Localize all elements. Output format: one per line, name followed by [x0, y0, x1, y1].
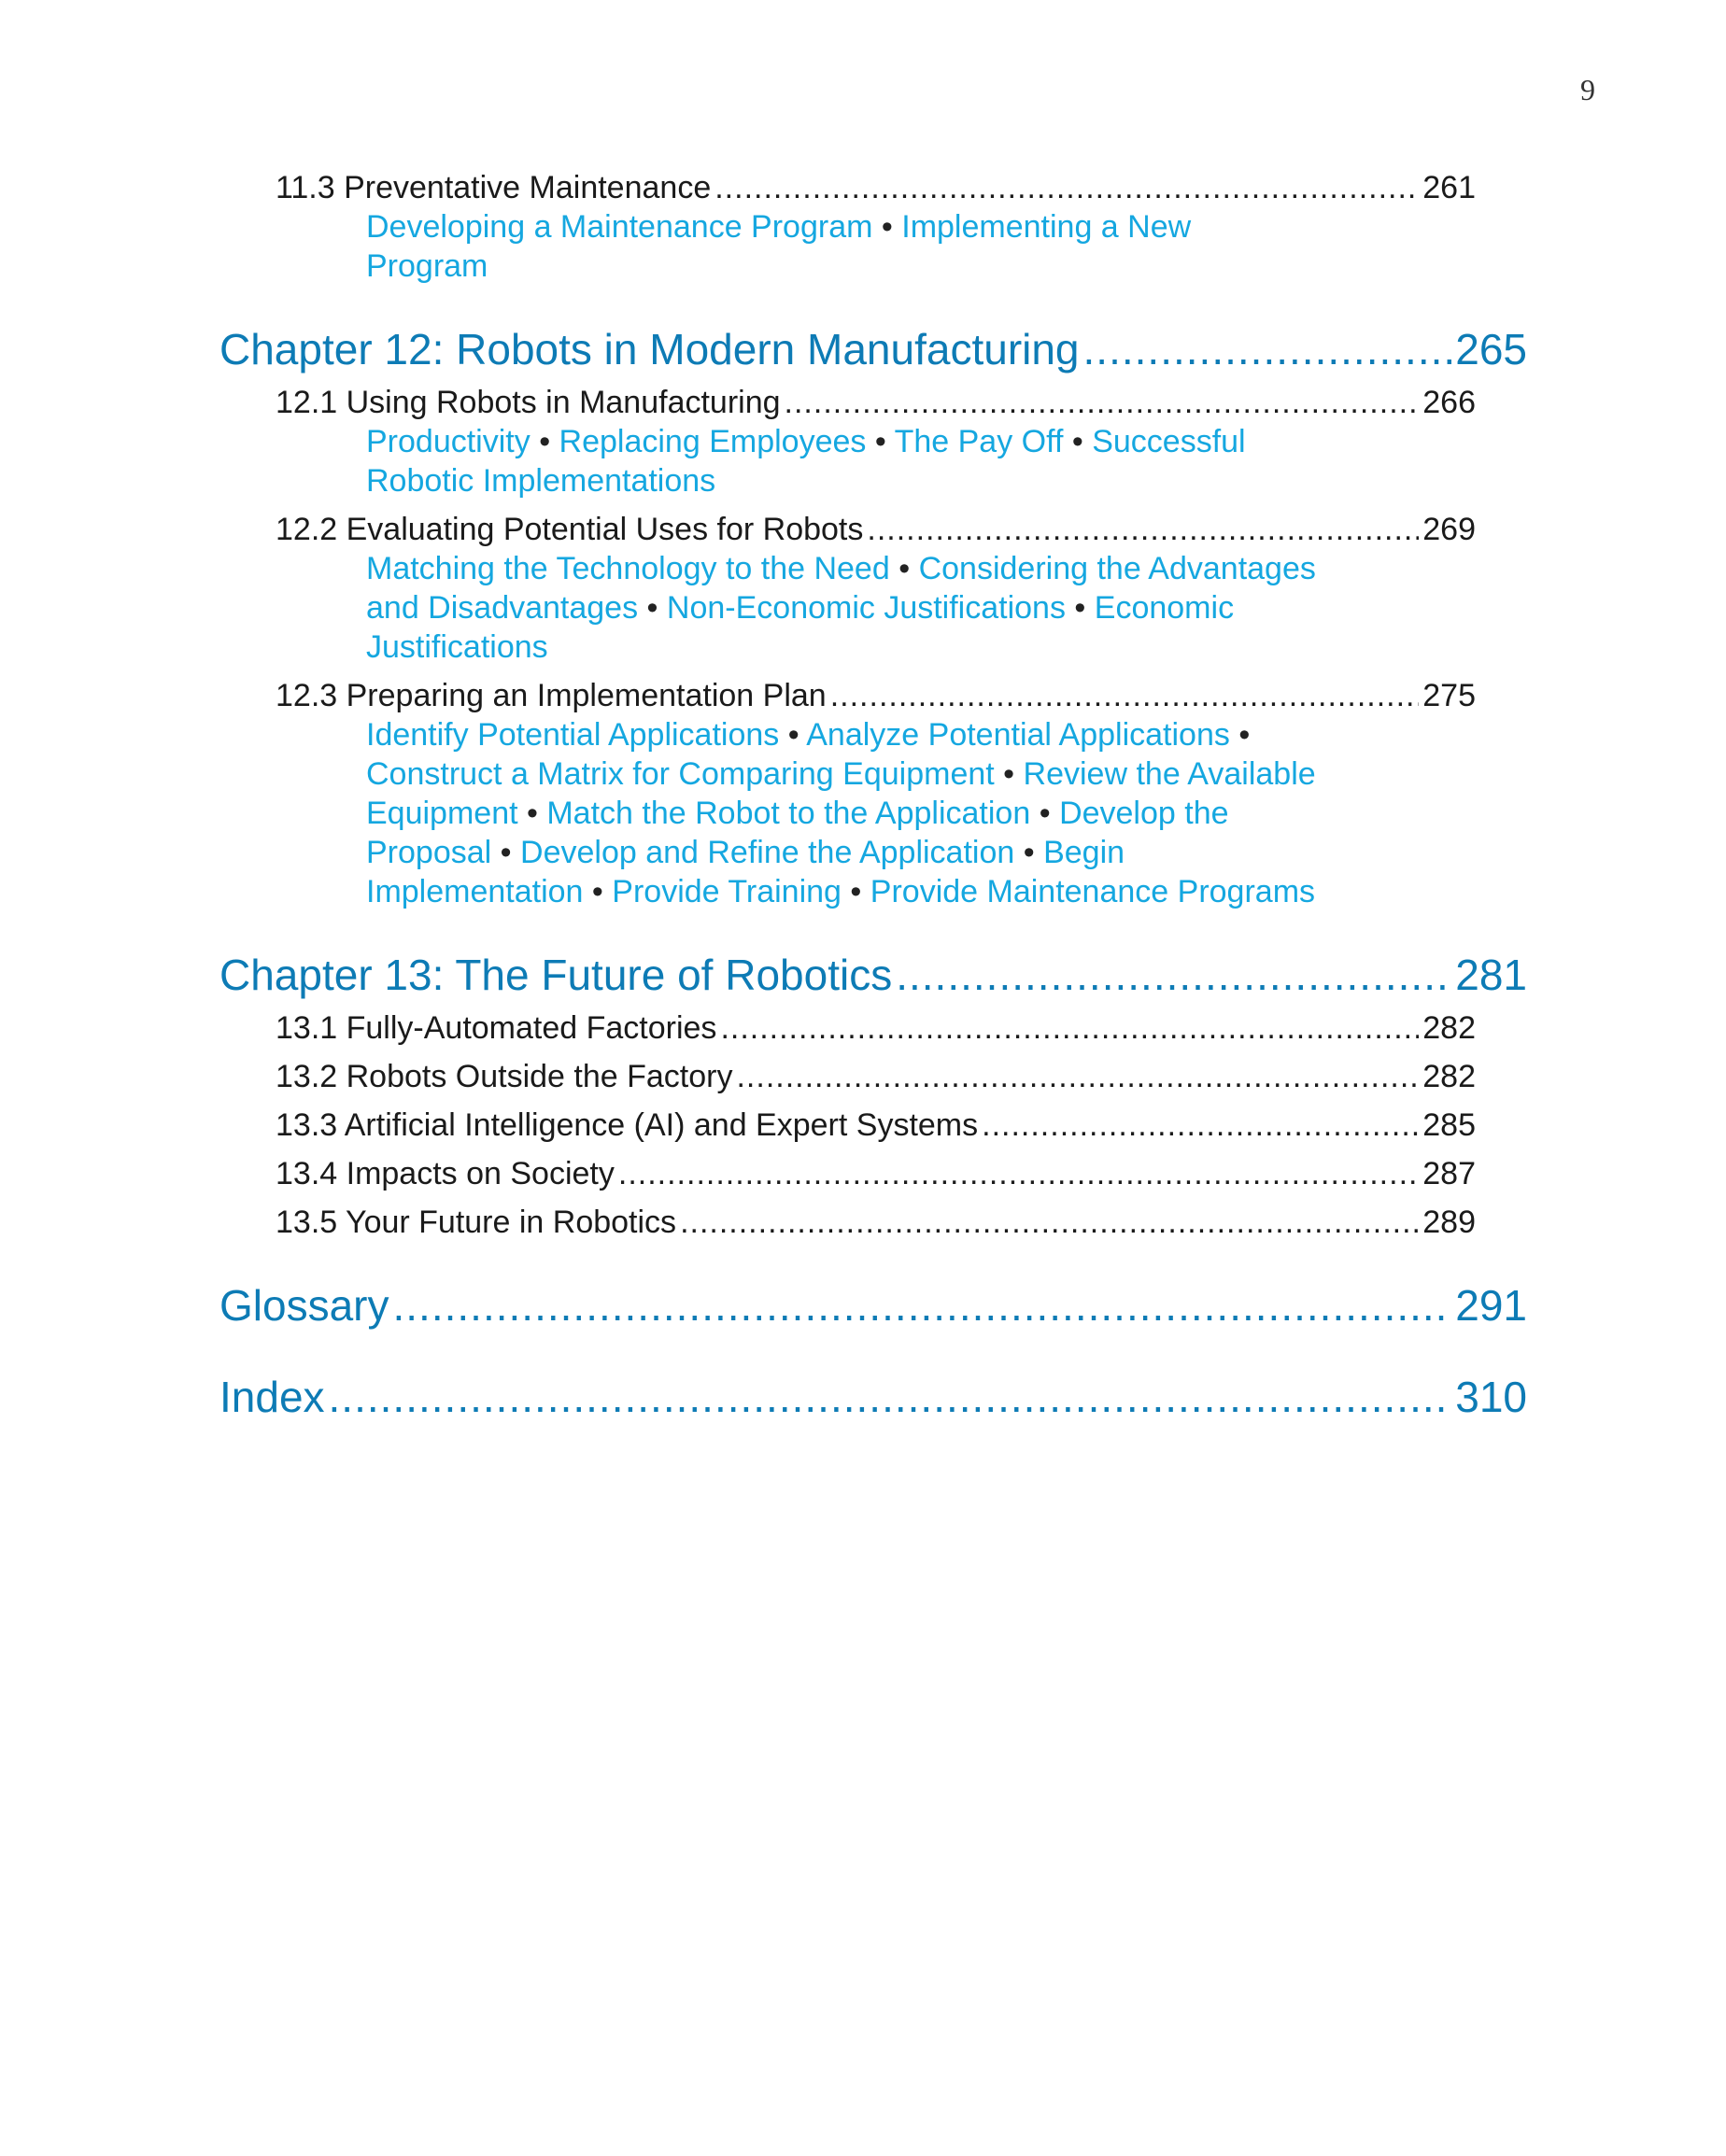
section-page: 275: [1422, 678, 1476, 713]
dot-leader: [392, 1277, 1451, 1333]
chapter-page: 291: [1455, 1281, 1527, 1330]
section-title: 13.4 Impacts on Society: [276, 1156, 615, 1191]
subtopic-list: Productivity • Replacing Employees • The Pay Off • Successful Robotic Implementations: [366, 424, 1246, 499]
subtopic[interactable]: Develop and Refine the Application: [520, 835, 1015, 870]
subtopic[interactable]: Construct a Matrix for Comparing Equipment: [366, 756, 995, 792]
subtopic[interactable]: Productivity: [366, 424, 531, 459]
toc-section-11-3[interactable]: [276, 168, 1476, 207]
subtopic[interactable]: Economic Justifications: [366, 590, 1235, 665]
toc-section-12-3[interactable]: [276, 676, 1476, 715]
toc-section-13-2[interactable]: [276, 1057, 1476, 1096]
subtopic[interactable]: Analyze Potential Applications: [806, 717, 1230, 753]
subtopic-list: Matching the Technology to the Need • Considering the Advantages and Disadvantages • Non-Economic Justifications • Economic Justifications: [366, 551, 1316, 665]
subtopic[interactable]: Matching the Technology to the Need: [366, 551, 890, 586]
chapter-title: Chapter 13: The Future of Robotics: [219, 951, 893, 999]
toc-chapter-13[interactable]: [219, 947, 1527, 1003]
subtopic-list: Identify Potential Applications • Analyze Potential Applications • Construct a Matrix for Comparing Equipment • Review the Available Equipment • Match the Robot to the Application • Develop the Proposal • Develop and Refine the Application • Begin Implementation • Provide Training • Provide Maintenance Programs: [366, 717, 1316, 909]
section-page: 282: [1422, 1010, 1476, 1046]
page-number: 9: [1580, 73, 1595, 106]
section-page: 269: [1422, 512, 1476, 547]
subtopic-list: Developing a Maintenance Program • Implementing a New Program: [366, 209, 1192, 284]
toc-section-12-1[interactable]: [276, 383, 1476, 422]
section-title: 12.1 Using Robots in Manufacturing: [276, 385, 781, 420]
dot-leader: [830, 676, 1420, 715]
section-title: 13.1 Fully-Automated Factories: [276, 1010, 717, 1046]
dot-leader: [785, 383, 1420, 422]
section-page: 282: [1422, 1059, 1476, 1094]
subtopic[interactable]: Successful Robotic Implementations: [366, 424, 1246, 499]
chapter-title: Chapter 12: Robots in Modern Manufacturing: [219, 325, 1080, 373]
section-title: 12.3 Preparing an Implementation Plan: [276, 678, 827, 713]
dot-leader: [1083, 321, 1452, 377]
toc-section-12-2[interactable]: [276, 510, 1476, 549]
dot-leader: [329, 1369, 1452, 1425]
dot-leader: [714, 168, 1419, 207]
section-page: 287: [1422, 1156, 1476, 1191]
toc-section-13-4[interactable]: [276, 1154, 1476, 1193]
chapter-page: 310: [1455, 1373, 1527, 1421]
section-page: 285: [1422, 1107, 1476, 1143]
chapter-title: Glossary: [219, 1281, 389, 1330]
toc-chapter-12[interactable]: [219, 321, 1527, 377]
section-title: 11.3 Preventative Maintenance: [276, 170, 712, 205]
dot-leader: [680, 1203, 1419, 1242]
toc-glossary[interactable]: [219, 1277, 1527, 1333]
chapter-title: Index: [219, 1373, 325, 1421]
subtopic[interactable]: Provide Maintenance Programs: [870, 874, 1316, 909]
toc-index[interactable]: [219, 1369, 1527, 1425]
section-title: 13.3 Artificial Intelligence (AI) and Expert Systems: [276, 1107, 979, 1143]
dot-leader: [618, 1154, 1419, 1193]
subtopic[interactable]: Considering the Advantages and Disadvantages: [366, 551, 1316, 626]
dot-leader: [896, 947, 1451, 1003]
toc-section-13-3[interactable]: [276, 1106, 1476, 1145]
subtopic[interactable]: Begin Implementation: [366, 835, 1125, 909]
dot-leader: [982, 1106, 1419, 1145]
subtopic[interactable]: Provide Training: [612, 874, 842, 909]
section-title: 13.2 Robots Outside the Factory: [276, 1059, 733, 1094]
subtopic[interactable]: Identify Potential Applications: [366, 717, 780, 753]
subtopic[interactable]: Non-Economic Justifications: [666, 590, 1066, 626]
table-of-contents: [219, 168, 1527, 1425]
section-page: 266: [1422, 385, 1476, 420]
toc-section-13-1[interactable]: [276, 1008, 1476, 1048]
dot-leader: [867, 510, 1419, 549]
dot-leader: [736, 1057, 1419, 1096]
dot-leader: [720, 1008, 1419, 1048]
subtopic[interactable]: The Pay Off: [894, 424, 1064, 459]
section-page: 289: [1422, 1205, 1476, 1240]
chapter-page: 265: [1455, 325, 1527, 373]
section-page: 261: [1422, 170, 1476, 205]
chapter-page: 281: [1455, 951, 1527, 999]
subtopic[interactable]: Replacing Employees: [559, 424, 867, 459]
subtopic[interactable]: Review the Available Equipment: [366, 756, 1316, 831]
subtopic[interactable]: Develop the Proposal: [366, 796, 1229, 870]
section-title: 13.5 Your Future in Robotics: [276, 1205, 677, 1240]
toc-section-13-5[interactable]: [276, 1203, 1476, 1242]
subtopic[interactable]: Developing a Maintenance Program: [366, 209, 873, 245]
subtopic[interactable]: Match the Robot to the Application: [546, 796, 1031, 831]
section-title: 12.2 Evaluating Potential Uses for Robots: [276, 512, 864, 547]
subtopic[interactable]: Implementing a New Program: [366, 209, 1192, 284]
